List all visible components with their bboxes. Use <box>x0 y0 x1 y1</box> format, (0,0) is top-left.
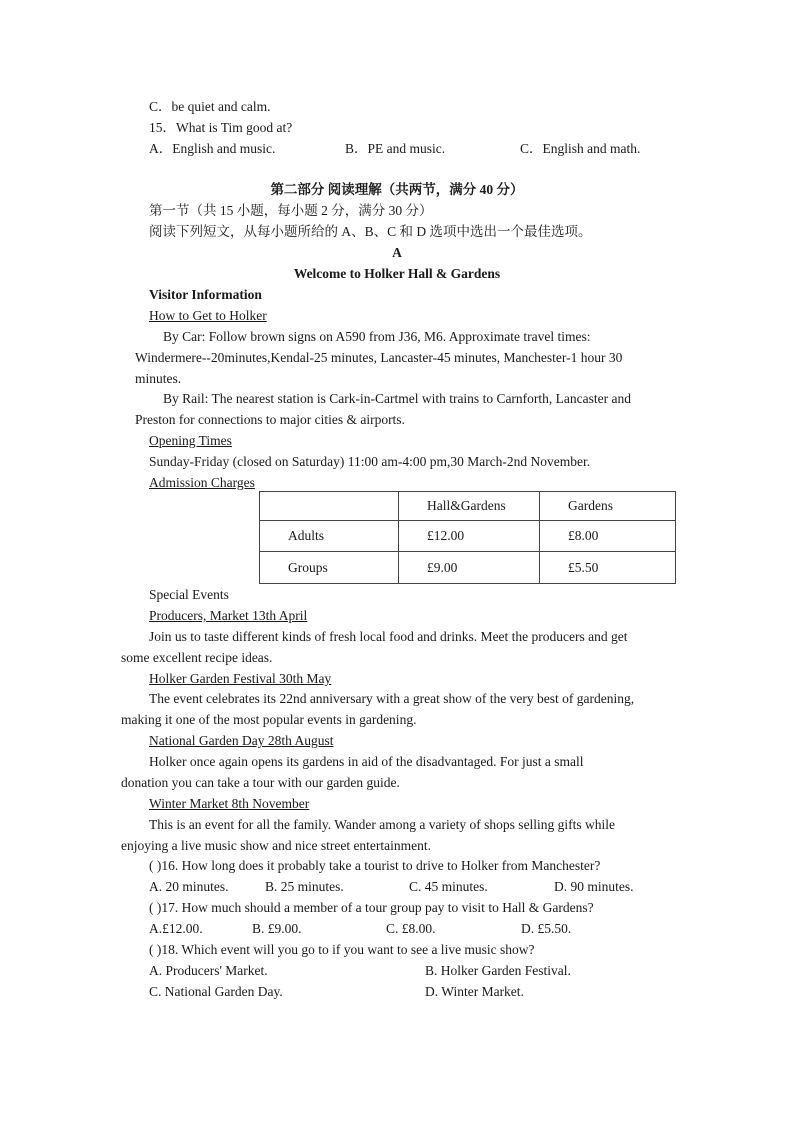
section-one-note: 第一节（共 15 小题，每小题 2 分，满分 30 分） <box>149 203 433 218</box>
visitor-info-heading: Visitor Information <box>149 287 262 302</box>
by-car-line-3: minutes. <box>135 371 182 386</box>
event-1-line-2: some excellent recipe ideas. <box>121 650 273 665</box>
by-rail-line-2: Preston for connections to major cities & airports. <box>135 412 405 427</box>
by-car-line-2: Windermere--20minutes,Kendal-25 minutes, Lancaster-45 minutes, Manchester-1 hour 30 <box>135 350 623 365</box>
how-to-get-heading: How to Get to Holker <box>149 308 267 323</box>
special-events-heading: Special Events <box>149 587 229 602</box>
q16-option-a: A. 20 minutes. <box>149 879 229 894</box>
q17-option-d: D. £5.50. <box>521 921 572 936</box>
part-two-title: 第二部分 阅读理解（共两节，满分 40 分） <box>270 182 524 197</box>
table-cell: Hall&Gardens <box>399 492 540 521</box>
q15-option-a: A．English and music. <box>149 141 276 156</box>
q14-option-c: C．be quiet and calm. <box>149 99 271 114</box>
event-1-line-1: Join us to taste different kinds of fresh local food and drinks. Meet the producers and get <box>149 629 628 644</box>
table-row <box>260 552 676 584</box>
reading-instruction: 阅读下列短文，从每小题所给的 A、B、C 和 D 选项中选出一个最佳选项。 <box>149 224 592 239</box>
q18-option-a: A. Producers' Market. <box>149 963 268 978</box>
event-3-line-1: Holker once again opens its gardens in aid of the disadvantaged. For just a small <box>149 754 584 769</box>
table-cell: £9.00 <box>399 552 540 584</box>
q18-stem: ( )18. Which event will you go to if you want to see a live music show? <box>149 942 535 957</box>
table-cell: Adults <box>260 521 399 552</box>
opening-times-text: Sunday-Friday (closed on Saturday) 11:00 am-4:00 pm,30 March-2nd November. <box>149 454 591 469</box>
event-1-title: Producers, Market 13th April <box>149 608 308 623</box>
admission-heading: Admission Charges <box>149 475 255 490</box>
event-2-line-1: The event celebrates its 22nd anniversary with a great show of the very best of gardening, <box>149 691 635 706</box>
by-car-line-1: By Car: Follow brown signs on A590 from J36, M6. Approximate travel times: <box>163 329 591 344</box>
by-rail-line-1: By Rail: The nearest station is Cark-in-Cartmel with trains to Carnforth, Lancaster and <box>163 391 632 406</box>
table-row <box>260 521 676 552</box>
table-cell: £12.00 <box>399 521 540 552</box>
event-2-line-2: making it one of the most popular events in gardening. <box>121 712 417 727</box>
table-cell: Groups <box>260 552 399 584</box>
q15-stem: 15．What is Tim good at? <box>149 120 293 135</box>
q17-option-c: C. £8.00. <box>386 921 436 936</box>
event-4-title: Winter Market 8th November <box>149 796 310 811</box>
table-cell <box>260 492 399 521</box>
table-header-row <box>260 492 676 521</box>
q18-option-d: D. Winter Market. <box>425 984 524 999</box>
event-2-title: Holker Garden Festival 30th May <box>149 671 332 686</box>
q16-stem: ( )16. How long does it probably take a tourist to drive to Holker from Manchester? <box>149 858 601 873</box>
q15-option-c: C．English and math. <box>520 141 641 156</box>
q17-option-a: A.£12.00. <box>149 921 203 936</box>
q18-option-b: B. Holker Garden Festival. <box>425 963 571 978</box>
passage-title: Welcome to Holker Hall & Gardens <box>293 266 501 281</box>
q17-option-b: B. £9.00. <box>252 921 302 936</box>
table-cell: £8.00 <box>540 521 676 552</box>
q16-option-d: D. 90 minutes. <box>554 879 634 894</box>
q16-option-b: B. 25 minutes. <box>265 879 344 894</box>
passage-letter: A <box>392 245 402 260</box>
opening-times-heading: Opening Times <box>149 433 232 448</box>
q16-option-c: C. 45 minutes. <box>409 879 488 894</box>
q15-option-b: B．PE and music. <box>345 141 446 156</box>
q18-option-c: C. National Garden Day. <box>149 984 283 999</box>
admission-charges-table <box>259 491 676 584</box>
table-cell: Gardens <box>540 492 676 521</box>
event-3-line-2: donation you can take a tour with our garden guide. <box>121 775 400 790</box>
table-cell: £5.50 <box>540 552 676 584</box>
event-4-line-2: enjoying a live music show and nice street entertainment. <box>121 838 432 853</box>
event-3-title: National Garden Day 28th August <box>149 733 334 748</box>
q17-stem: ( )17. How much should a member of a tour group pay to visit to Hall & Gardens? <box>149 900 594 915</box>
event-4-line-1: This is an event for all the family. Wander among a variety of shops selling gifts while <box>149 817 616 832</box>
